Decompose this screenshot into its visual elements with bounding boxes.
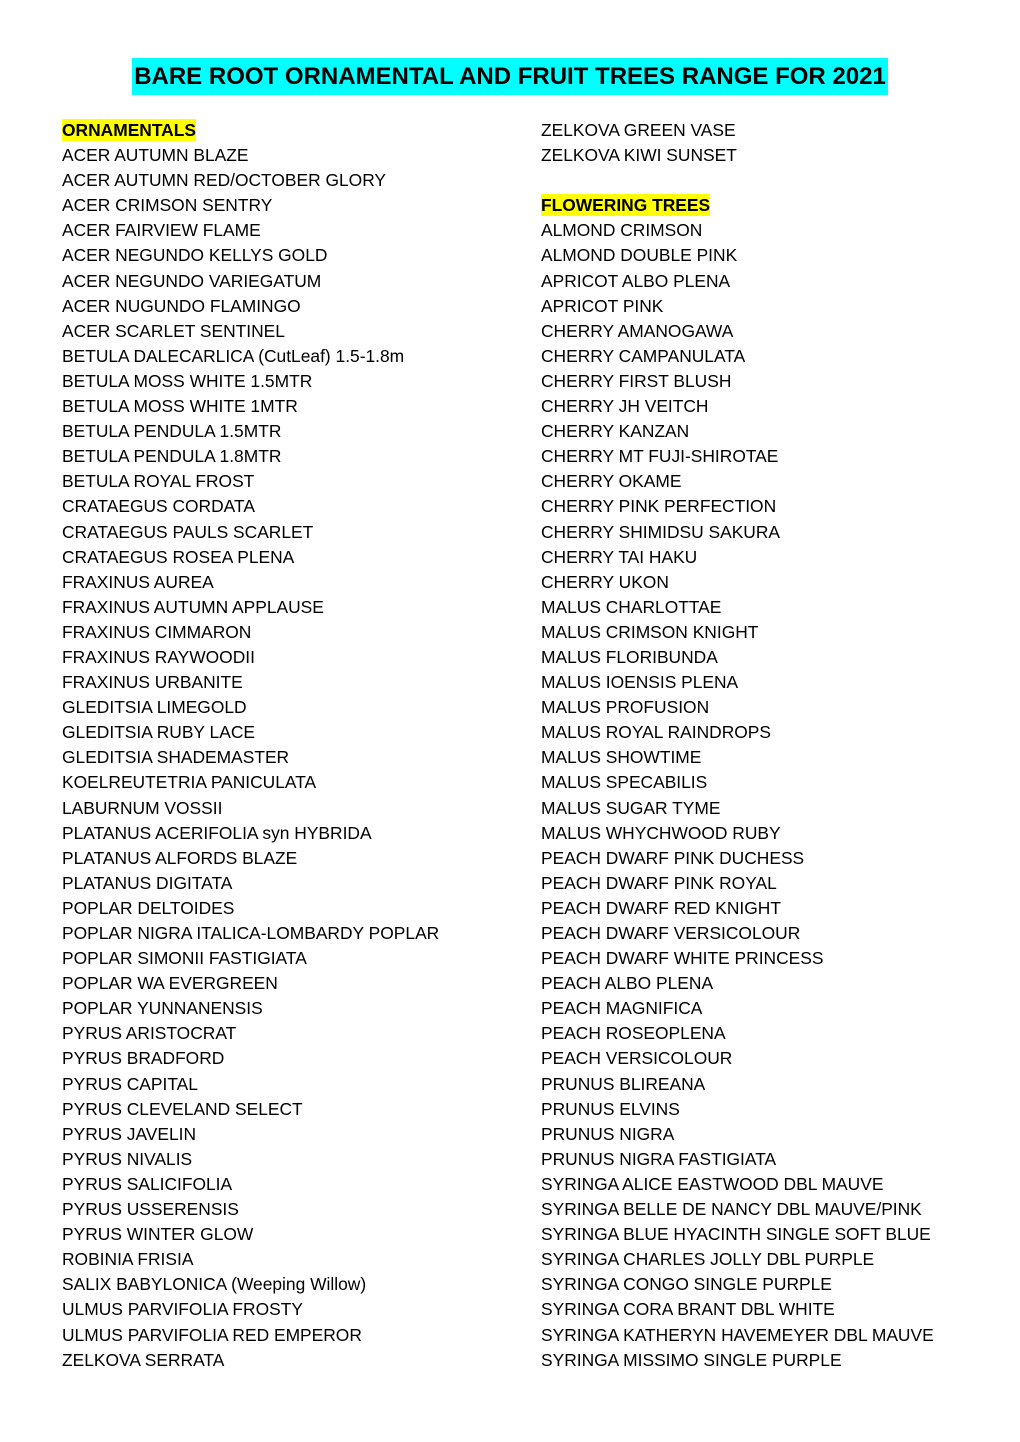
list-item: ZELKOVA KIWI SUNSET — [541, 145, 737, 166]
list-item: PYRUS ARISTOCRAT — [62, 1023, 237, 1044]
list-item: ZELKOVA SERRATA — [62, 1349, 225, 1370]
list-item: CHERRY CAMPANULATA — [541, 345, 746, 366]
list-item: PEACH VERSICOLOUR — [541, 1048, 733, 1069]
list-item: ACER AUTUMN RED/OCTOBER GLORY — [62, 170, 387, 191]
list-item: PEACH ALBO PLENA — [541, 973, 714, 994]
list-item: CHERRY OKAME — [541, 471, 682, 492]
section-heading: FLOWERING TREES — [541, 195, 711, 216]
list-item: SALIX BABYLONICA (Weeping Willow) — [62, 1274, 367, 1295]
list-item: MALUS SUGAR TYME — [541, 797, 721, 818]
list-item: CHERRY AMANOGAWA — [541, 320, 734, 341]
section-heading-row — [62, 118, 522, 143]
list-item: CHERRY PINK PERFECTION — [541, 496, 777, 517]
list-item: BETULA MOSS WHITE 1.5MTR — [62, 370, 313, 391]
list-item: MALUS PROFUSION — [541, 697, 710, 718]
list-item: SYRINGA CONGO SINGLE PURPLE — [541, 1274, 832, 1295]
list-item: BETULA PENDULA 1.5MTR — [62, 421, 282, 442]
list-item: FRAXINUS RAYWOODII — [62, 646, 255, 667]
list-item: CRATAEGUS CORDATA — [62, 496, 255, 517]
list-item: PEACH MAGNIFICA — [541, 998, 703, 1019]
list-item: BETULA ROYAL FROST — [62, 471, 255, 492]
list-item: POPLAR WA EVERGREEN — [62, 973, 278, 994]
section-heading: ORNAMENTALS — [62, 120, 196, 140]
list-item: MALUS CHARLOTTAE — [541, 596, 722, 617]
list-item: CHERRY TAI HAKU — [541, 546, 698, 567]
list-item: CHERRY SHIMIDSU SAKURA — [541, 521, 781, 542]
list-item: PYRUS SALICIFOLIA — [62, 1173, 233, 1194]
list-item: CRATAEGUS PAULS SCARLET — [62, 521, 314, 542]
list-item: SYRINGA ALICE EASTWOOD DBL MAUVE — [541, 1173, 884, 1194]
list-item: ACER SCARLET SENTINEL — [62, 320, 285, 341]
list-item: ACER FAIRVIEW FLAME — [62, 220, 261, 241]
list-item: PRUNUS NIGRA — [541, 1123, 675, 1144]
list-item: GLEDITSIA RUBY LACE — [62, 722, 255, 743]
list-item: PRUNUS NIGRA FASTIGIATA — [541, 1148, 777, 1169]
list-item: ACER NEGUNDO VARIEGATUM — [62, 270, 322, 291]
list-item: PLATANUS DIGITATA — [62, 872, 233, 893]
list-item: PYRUS BRADFORD — [62, 1048, 225, 1069]
list-item: PRUNUS ELVINS — [541, 1098, 680, 1119]
list-item: CHERRY UKON — [541, 571, 669, 592]
list-item: MALUS ROYAL RAINDROPS — [541, 722, 771, 743]
section-heading-row — [541, 193, 981, 218]
list-item: PYRUS JAVELIN — [62, 1123, 197, 1144]
list-item: PYRUS USSERENSIS — [62, 1199, 239, 1220]
list-item: ULMUS PARVIFOLIA FROSTY — [62, 1299, 303, 1320]
list-item: APRICOT PINK — [541, 295, 664, 316]
list-item: FRAXINUS URBANITE — [62, 672, 243, 693]
list-item: CRATAEGUS ROSEA PLENA — [62, 546, 295, 567]
list-item: PEACH DWARF WHITE PRINCESS — [541, 948, 824, 969]
list-item: SYRINGA CHARLES JOLLY DBL PURPLE — [541, 1249, 875, 1270]
list-item: SYRINGA BLUE HYACINTH SINGLE SOFT BLUE — [541, 1224, 931, 1245]
list-item: PEACH DWARF PINK DUCHESS — [541, 847, 805, 868]
list-item: MALUS WHYCHWOOD RUBY — [541, 822, 781, 843]
list-item: ACER CRIMSON SENTRY — [62, 195, 273, 216]
list-item: PEACH ROSEOPLENA — [541, 1023, 726, 1044]
list-item: MALUS SHOWTIME — [541, 747, 702, 768]
list-item: CHERRY JH VEITCH — [541, 396, 709, 417]
list-item: ACER AUTUMN BLAZE — [62, 145, 249, 166]
list-item: POPLAR YUNNANENSIS — [62, 998, 263, 1019]
list-item: PYRUS NIVALIS — [62, 1148, 193, 1169]
page-title: BARE ROOT ORNAMENTAL AND FRUIT TREES RANGE FOR 2021 — [132, 58, 888, 95]
list-item: CHERRY KANZAN — [541, 421, 690, 442]
list-item: MALUS CRIMSON KNIGHT — [541, 621, 759, 642]
list-item: ULMUS PARVIFOLIA RED EMPEROR — [62, 1324, 362, 1345]
list-item: PYRUS CLEVELAND SELECT — [62, 1098, 303, 1119]
page-title-wrapper — [0, 58, 1020, 95]
list-item: KOELREUTETRIA PANICULATA — [62, 772, 317, 793]
list-item: ACER NEGUNDO KELLYS GOLD — [62, 245, 328, 266]
list-item: MALUS FLORIBUNDA — [541, 646, 718, 667]
list-item: PEACH DWARF PINK ROYAL — [541, 872, 777, 893]
list-item: MALUS IOENSIS PLENA — [541, 672, 739, 693]
list-item: GLEDITSIA SHADEMASTER — [62, 747, 290, 768]
list-item: BETULA PENDULA 1.8MTR — [62, 446, 282, 467]
list-item: PRUNUS BLIREANA — [541, 1073, 706, 1094]
list-item: MALUS SPECABILIS — [541, 772, 708, 793]
list-item: FRAXINUS CIMMARON — [62, 621, 252, 642]
list-item: ZELKOVA GREEN VASE — [541, 120, 736, 140]
list-item: SYRINGA KATHERYN HAVEMEYER DBL MAUVE — [541, 1324, 934, 1345]
list-item: ROBINIA FRISIA — [62, 1249, 194, 1270]
list-item: GLEDITSIA LIMEGOLD — [62, 697, 247, 718]
list-item: POPLAR DELTOIDES — [62, 897, 235, 918]
list-item: POPLAR NIGRA ITALICA-LOMBARDY POPLAR — [62, 923, 440, 943]
list-item: PLATANUS ACERIFOLIA syn HYBRIDA — [62, 822, 372, 843]
list-item: ACER NUGUNDO FLAMINGO — [62, 295, 301, 316]
list-item: BETULA DALECARLICA (CutLeaf) 1.5-1.8m — [62, 345, 405, 366]
blank-line — [541, 168, 981, 193]
left-column-list — [62, 118, 522, 1373]
list-item: PYRUS WINTER GLOW — [62, 1224, 254, 1245]
list-item: SYRINGA BELLE DE NANCY DBL MAUVE/PINK — [541, 1199, 922, 1220]
list-item: ALMOND DOUBLE PINK — [541, 245, 738, 266]
list-item: ALMOND CRIMSON — [541, 220, 703, 241]
list-item: PYRUS CAPITAL — [62, 1073, 198, 1094]
list-item: FRAXINUS AUREA — [62, 571, 214, 592]
list-item: LABURNUM VOSSII — [62, 797, 223, 818]
list-item: SYRINGA MISSIMO SINGLE PURPLE — [541, 1349, 842, 1370]
list-item: APRICOT ALBO PLENA — [541, 270, 731, 291]
list-item: BETULA MOSS WHITE 1MTR — [62, 396, 298, 417]
right-column-list — [541, 118, 981, 1373]
list-item: SYRINGA CORA BRANT DBL WHITE — [541, 1299, 835, 1320]
list-item: FRAXINUS AUTUMN APPLAUSE — [62, 596, 324, 617]
list-item: CHERRY FIRST BLUSH — [541, 370, 732, 391]
list-item: CHERRY MT FUJI-SHIROTAE — [541, 446, 779, 467]
list-item: PLATANUS ALFORDS BLAZE — [62, 847, 298, 868]
list-item: PEACH DWARF RED KNIGHT — [541, 897, 781, 918]
list-item: POPLAR SIMONII FASTIGIATA — [62, 948, 307, 969]
list-item: PEACH DWARF VERSICOLOUR — [541, 923, 801, 943]
